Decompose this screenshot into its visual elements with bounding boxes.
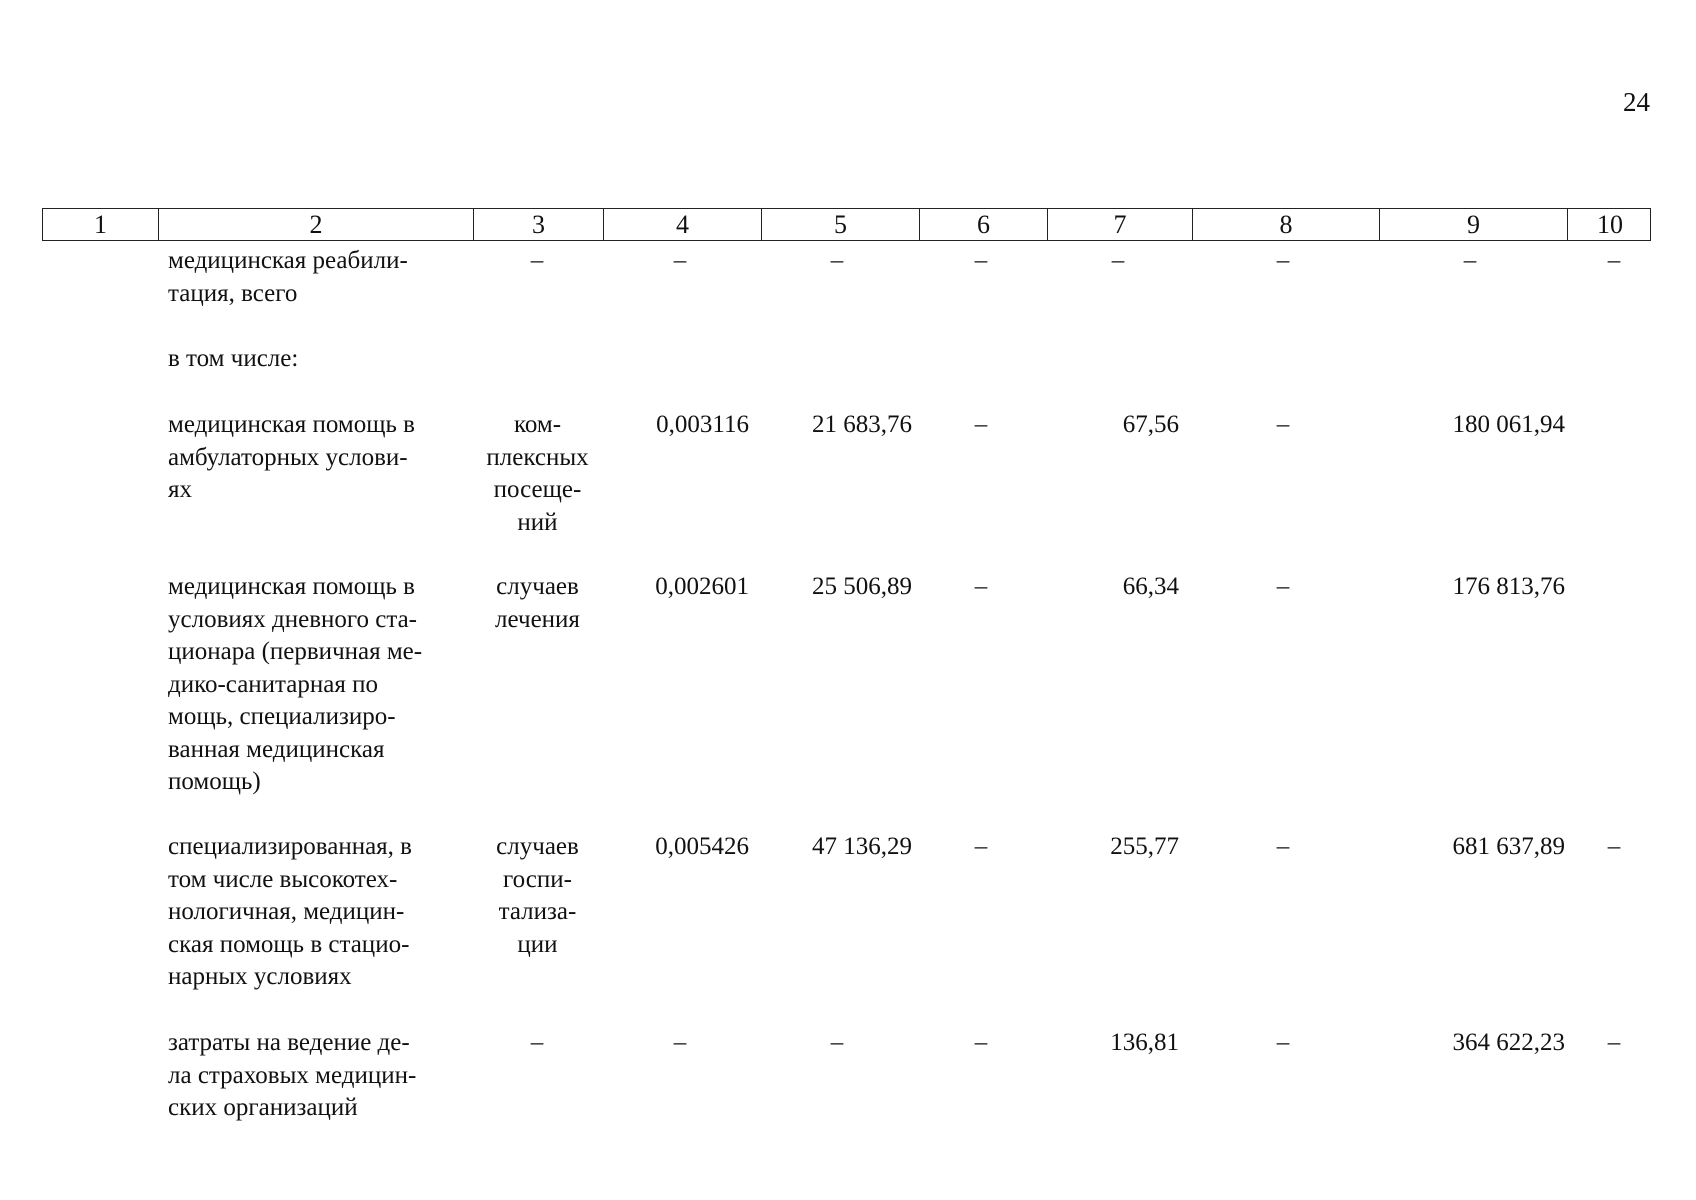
header-col-7: 7	[1047, 209, 1192, 240]
row-outpatient-unit: ком- плексных посеще- ний	[486, 411, 589, 536]
row-smo-costs-col10: –	[1607, 1029, 1621, 1056]
row-day-hospital-col8: –	[1276, 573, 1290, 600]
header-col-8: 8	[1192, 209, 1379, 240]
row-smo-costs-col4: –	[673, 1029, 687, 1056]
row-smo-costs-col8: –	[1276, 1029, 1290, 1056]
row-day-hospital-col7: 66,34	[1122, 573, 1179, 600]
header-col-3: 3	[473, 209, 603, 240]
table-header-row	[42, 208, 1651, 241]
page-number: 24	[1623, 87, 1650, 117]
row-day-hospital-unit: случаев лечения	[495, 573, 580, 633]
row-inpatient-col4: 0,005426	[655, 833, 749, 860]
row-day-hospital-col9: 176 813,76	[1452, 573, 1565, 600]
row-inpatient-col9: 681 637,89	[1452, 833, 1565, 860]
row-outpatient-col5: 21 683,76	[812, 411, 912, 438]
row-inpatient-name: специализированная, в том числе высокотех- нологичная, медицин- ская помощь в стацио- нарных условиях	[168, 833, 412, 990]
row-rehab-total-col8: –	[1276, 247, 1290, 274]
header-col-5: 5	[761, 209, 919, 240]
row-day-hospital-name: медицинская помощь в условиях дневного ста- ционара (первичная ме- дико-санитарная по мощь, специализиро- ванная медицинская помощь)	[168, 573, 423, 795]
row-inpatient-col5: 47 136,29	[812, 833, 912, 860]
row-rehab-total-col7: –	[1111, 247, 1125, 274]
row-rehab-total-col3: –	[530, 247, 544, 274]
row-outpatient-col7: 67,56	[1122, 411, 1179, 438]
header-col-4: 4	[603, 209, 761, 240]
header-col-6: 6	[919, 209, 1047, 240]
row-smo-costs-col7: 136,81	[1110, 1029, 1179, 1056]
row-rehab-total-col9: –	[1463, 247, 1477, 274]
row-rehab-total-name: медицинская реабили- тация, всего	[168, 247, 408, 307]
row-outpatient-col4: 0,003116	[656, 411, 749, 438]
row-rehab-total-col5: –	[830, 247, 844, 274]
row-smo-costs-col9: 364 622,23	[1452, 1029, 1565, 1056]
row-including-label: в том числе:	[168, 345, 299, 372]
row-day-hospital-col4: 0,002601	[655, 573, 749, 600]
row-outpatient-col6: –	[974, 411, 988, 438]
row-smo-costs-col5: –	[830, 1029, 844, 1056]
header-col-10: 10	[1567, 209, 1652, 240]
row-smo-costs-col3: –	[530, 1029, 544, 1056]
row-rehab-total-col10: –	[1607, 247, 1621, 274]
row-inpatient-col8: –	[1276, 833, 1290, 860]
row-smo-costs-name: затраты на ведение де- ла страховых медицин- ских организаций	[168, 1029, 417, 1121]
header-col-2: 2	[158, 209, 473, 240]
row-inpatient-col6: –	[974, 833, 988, 860]
header-col-1: 1	[94, 210, 107, 239]
row-outpatient-col8: –	[1276, 411, 1290, 438]
row-rehab-total-col4: –	[673, 247, 687, 274]
row-smo-costs-col6: –	[974, 1029, 988, 1056]
header-col-9: 9	[1379, 209, 1567, 240]
row-inpatient-col7: 255,77	[1110, 833, 1179, 860]
row-day-hospital-col5: 25 506,89	[812, 573, 912, 600]
row-inpatient-unit: случаев госпи- тализа- ции	[496, 833, 579, 958]
row-outpatient-name: медицинская помощь в амбулаторных услови- ях	[168, 411, 415, 503]
row-outpatient-col9: 180 061,94	[1452, 411, 1565, 438]
row-day-hospital-col6: –	[974, 573, 988, 600]
row-inpatient-col10: –	[1607, 833, 1621, 860]
row-rehab-total-col6: –	[974, 247, 988, 274]
